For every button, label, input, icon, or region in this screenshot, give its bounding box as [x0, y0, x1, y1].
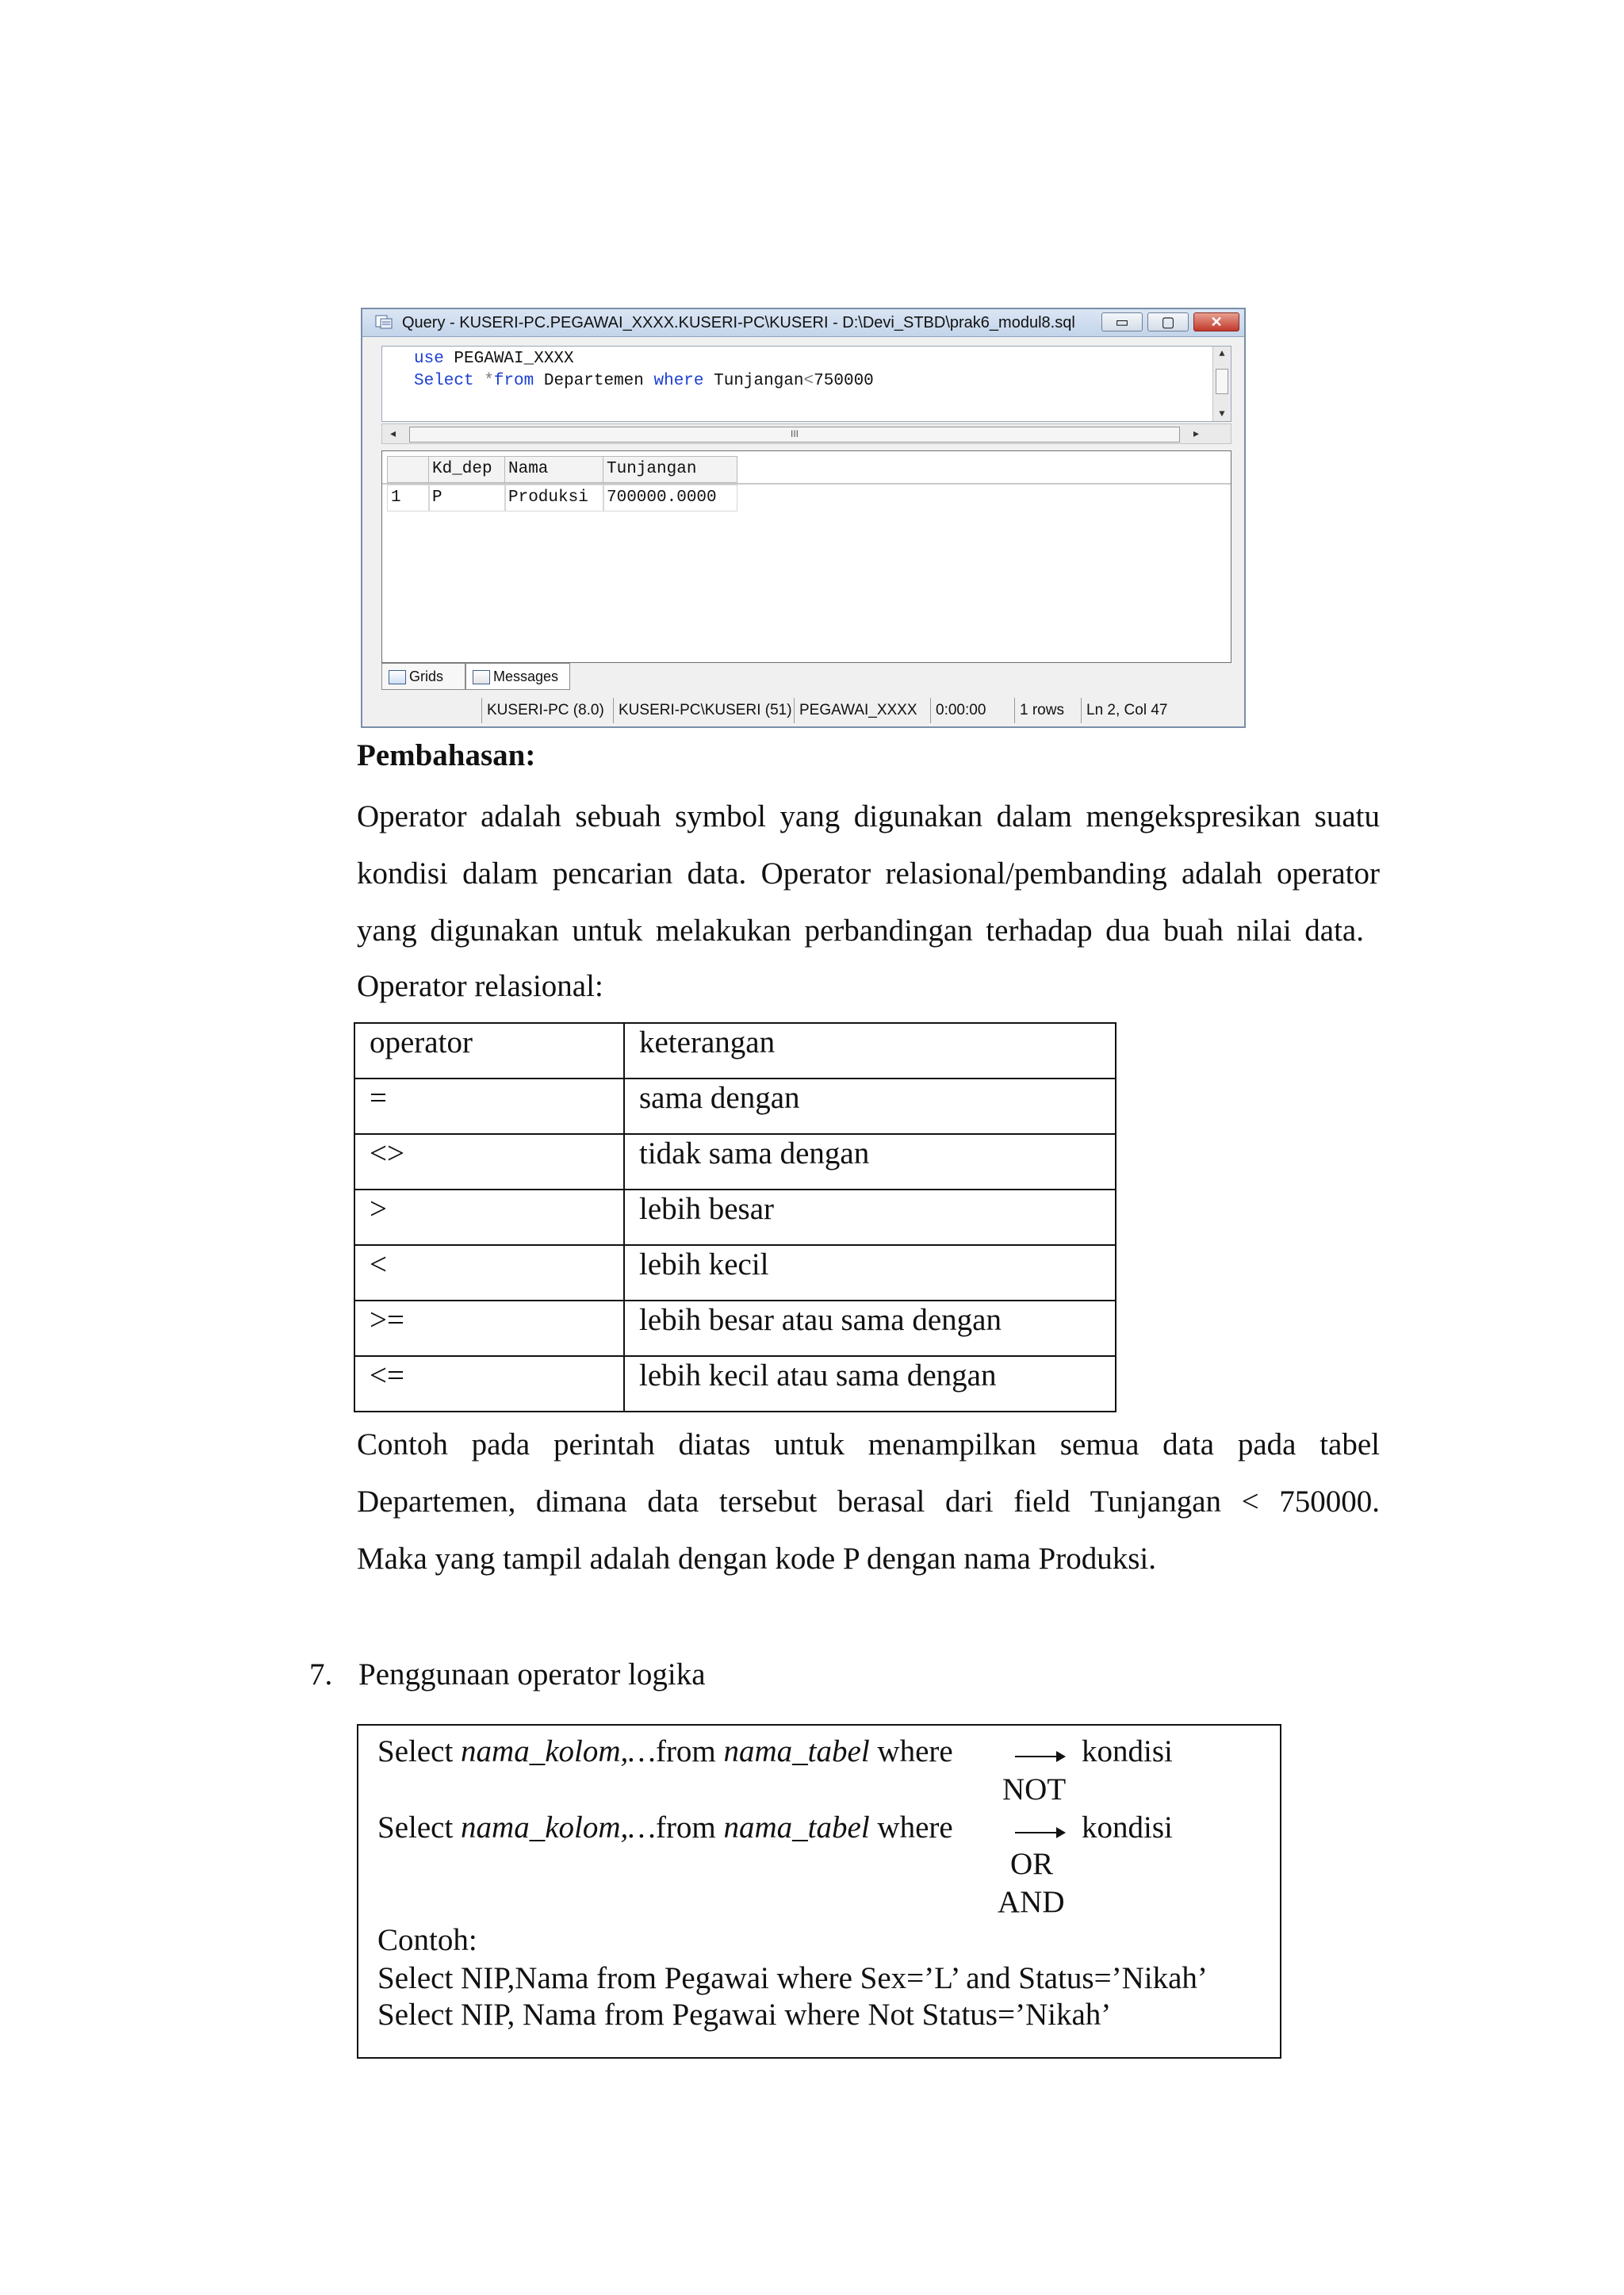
table-row: [354, 1079, 1116, 1134]
syntax-box: [357, 1724, 1281, 2059]
column-header-tunjangan[interactable]: Tunjangan: [603, 456, 737, 483]
keterangan-cell: sama dengan: [624, 1079, 1116, 1134]
table-header-operator: operator: [354, 1023, 624, 1079]
row-number-header: [387, 456, 430, 483]
arrow-icon: [1015, 1756, 1064, 1757]
keterangan-cell: tidak sama dengan: [624, 1134, 1116, 1190]
keterangan-cell: lebih besar: [624, 1190, 1116, 1245]
contoh-line-3: Maka yang tampil adalah dengan kode P dengan nama Produksi.: [357, 1542, 1156, 1576]
table-row: [354, 1134, 1116, 1190]
example-2: Select NIP, Nama from Pegawai where Not Status=’Nikah’: [377, 1998, 1112, 2032]
contoh-line-1: Contoh pada perintah diatas untuk menampilkan semua data pada tabel: [357, 1427, 1380, 1462]
scroll-up-icon[interactable]: ▲: [1219, 348, 1225, 359]
close-button[interactable]: [1193, 312, 1239, 331]
column-header-nama[interactable]: Nama: [504, 456, 604, 483]
pembahasan-heading: Pembahasan:: [357, 738, 536, 772]
status-position: Ln 2, Col 47: [1081, 698, 1167, 723]
syntax-line-1: Select nama_kolom,…from nama_tabel where: [377, 1734, 953, 1768]
operator-cell: =: [354, 1079, 624, 1134]
close-icon: ✕: [1210, 314, 1223, 330]
grid-icon: [389, 670, 406, 684]
not-label: NOT: [1002, 1772, 1067, 1806]
scroll-right-icon[interactable]: ▸: [1193, 427, 1199, 439]
table-row: [354, 1356, 1116, 1412]
scroll-down-icon[interactable]: ▼: [1219, 408, 1225, 420]
query-window-screenshot: [361, 308, 1246, 728]
code-line-1: use PEGAWAI_XXXX: [414, 350, 574, 368]
status-user: KUSERI-PC\KUSERI (51): [613, 698, 792, 723]
minimize-button[interactable]: [1101, 312, 1143, 331]
sql-editor[interactable]: [381, 346, 1231, 422]
arrow-icon: [1015, 1832, 1064, 1833]
horizontal-scroll-thumb[interactable]: III: [409, 427, 1180, 443]
results-grid[interactable]: [381, 450, 1231, 663]
cell-kd-dep[interactable]: P: [428, 485, 506, 511]
cell-tunjangan[interactable]: 700000.0000: [603, 485, 737, 511]
status-rows: 1 rows: [1014, 698, 1064, 723]
messages-icon: [473, 670, 490, 684]
query-doc-icon: [375, 315, 393, 329]
minimize-icon: ▭: [1115, 314, 1129, 330]
paragraph-line-1: Operator adalah sebuah symbol yang digunakan dalam mengekspresikan suatu: [357, 799, 1380, 833]
paragraph-line-3: yang digunakan untuk melakukan perbandingan terhadap dua buah nilai data.: [357, 914, 1364, 948]
status-server: KUSERI-PC (8.0): [481, 698, 604, 723]
table-row: [354, 1301, 1116, 1356]
status-bar: [481, 696, 1244, 725]
operator-cell: <=: [354, 1356, 624, 1412]
keterangan-cell: lebih besar atau sama dengan: [624, 1301, 1116, 1356]
editor-horizontal-scrollbar[interactable]: [381, 423, 1231, 444]
and-label: AND: [998, 1885, 1065, 1919]
status-time: 0:00:00: [930, 698, 986, 723]
operator-cell: >: [354, 1190, 624, 1245]
scroll-thumb[interactable]: [1216, 369, 1228, 394]
code-line-2: Select *from Departemen where Tunjangan<750000: [414, 372, 874, 390]
table-header-keterangan: keterangan: [624, 1023, 1116, 1079]
maximize-icon: ▢: [1161, 314, 1175, 330]
operator-cell: <: [354, 1245, 624, 1301]
row-number: 1: [387, 485, 430, 511]
operator-relasional-label: Operator relasional:: [357, 969, 603, 1003]
table-row: [354, 1190, 1116, 1245]
operator-cell: <>: [354, 1134, 624, 1190]
table-row: [354, 1245, 1116, 1301]
tab-messages[interactable]: Messages: [465, 663, 570, 690]
operator-table: [354, 1022, 1116, 1412]
table-row: [354, 1023, 1116, 1079]
or-label: OR: [1010, 1847, 1054, 1881]
title-bar: [362, 309, 1244, 337]
keterangan-cell: lebih kecil atau sama dengan: [624, 1356, 1116, 1412]
syntax-line-2: Select nama_kolom,…from nama_tabel where: [377, 1810, 953, 1845]
contoh-line-2: Departemen, dimana data tersebut berasal dari field Tunjangan < 750000.: [357, 1485, 1380, 1519]
kondisi-label: kondisi: [1082, 1810, 1173, 1845]
list-number: 7.: [309, 1657, 333, 1692]
paragraph-line-2: kondisi dalam pencarian data. Operator relasional/pembanding adalah operator: [357, 856, 1380, 891]
cell-nama[interactable]: Produksi: [504, 485, 604, 511]
kondisi-label: kondisi: [1082, 1734, 1173, 1768]
editor-vertical-scrollbar[interactable]: [1212, 347, 1231, 421]
contoh-label: Contoh:: [377, 1923, 477, 1957]
operator-cell: >=: [354, 1301, 624, 1356]
window-title: Query - KUSERI-PC.PEGAWAI_XXXX.KUSERI-PC\KUSERI - D:\Devi_STBD\prak6_modul8.sql: [402, 314, 1075, 331]
maximize-button[interactable]: [1147, 312, 1189, 331]
section-title: Penggunaan operator logika: [358, 1657, 706, 1692]
column-header-kd-dep[interactable]: Kd_dep: [428, 456, 506, 483]
tab-grids[interactable]: Grids: [381, 663, 465, 690]
keterangan-cell: lebih kecil: [624, 1245, 1116, 1301]
example-1: Select NIP,Nama from Pegawai where Sex=’L’ and Status=’Nikah’: [377, 1961, 1208, 1995]
scroll-left-icon[interactable]: ◂: [390, 427, 396, 439]
status-database: PEGAWAI_XXXX: [794, 698, 917, 723]
